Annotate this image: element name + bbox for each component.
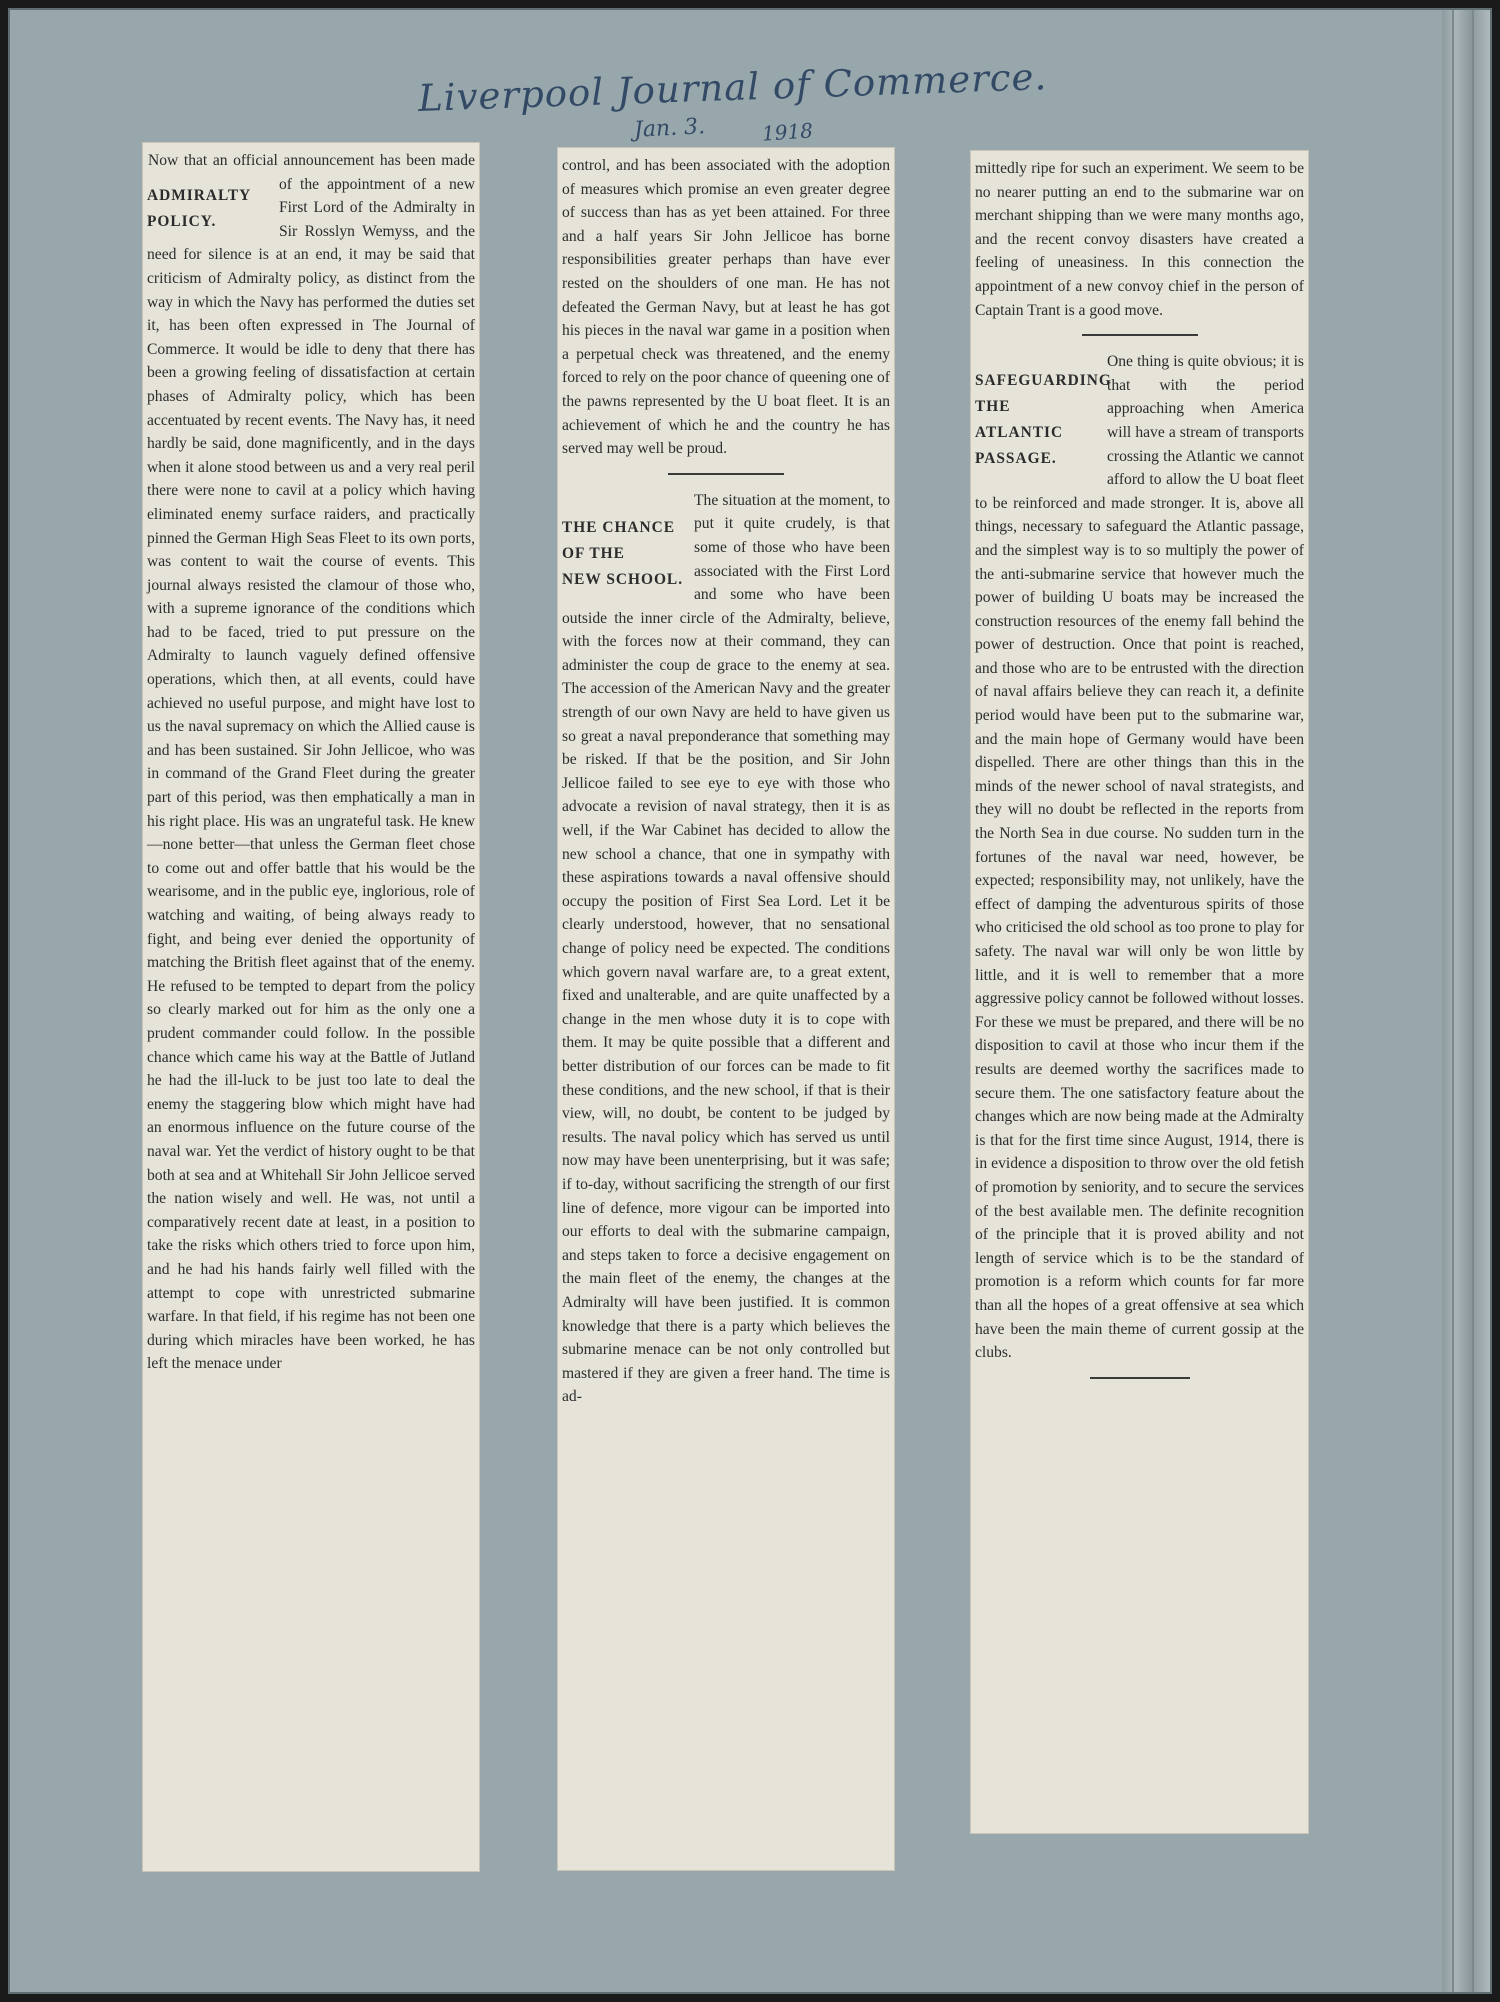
heading-chance-new-school xyxy=(562,515,688,593)
handwritten-year: 1918 xyxy=(761,118,814,146)
heading-line: THE CHANCE xyxy=(562,518,676,536)
heading-line: ADMIRALTY xyxy=(147,187,252,204)
section-divider xyxy=(668,473,784,475)
clipping-column-1 xyxy=(143,143,479,1871)
heading-safeguarding-atlantic xyxy=(975,368,1112,472)
heading-line: POLICY. xyxy=(147,213,217,230)
heading-line: SAFEGUARDING xyxy=(975,372,1112,390)
clipping-column-3 xyxy=(971,151,1308,1833)
article-text: The situation at the moment, to put it quite crudely, is that some of those who have been associated with the First Lord and some who have been outside the inner circle of the Admiralty, believe, with the forces now at their command, they can administer the coup de grace to the enemy at sea. The accession of the American Navy and the greater strength of our own Navy are held to have given us so great a naval preponderance that something may be risked. If that be the position, and Sir John Jellicoe failed to see eye to eye with those who advocate a revision of naval strategy, then it is as well, if the War Cabinet has decided to allow the new school a chance, that one in sympathy with these aspirations towards a naval offensive should occupy the position of First Sea Lord. Let it be clearly understood, however, that no sensational change of policy need be expected. The conditions which govern naval warfare are, to a great extent, fixed and unalterable, and are quite unaffected by a change in the men whose duty it is to cope with them. It may be quite possible that a different and better distribution of our forces can be made to fit these conditions, and the new school, if that is their view, will, no doubt, be content to be judged by results. The naval policy which has served us until now may have been unenterprising, but it was safe; if to-day, without sacrificing the strength of our first line of defence, more vigour can be imported into our efforts to deal with the submarine campaign, and steps taken to force a decisive engagement on the main fleet of the enemy, the changes at the Admiralty will have been justified. It is common knowledge that there is a party which believes the submarine menace can be not only controlled but mastered if they are given a freer hand. The time is ad- xyxy=(562,491,890,1406)
clipping-column-2 xyxy=(558,148,894,1870)
heading-admiralty-policy xyxy=(147,183,273,235)
end-rule xyxy=(1090,1377,1190,1379)
section-divider xyxy=(1082,334,1198,336)
article-text: control, and has been associated with the adoption of measures which promise an even greater degree of success than has as yet been attained. For three and a half years Sir John Jellicoe has borne responsibilities greater perhaps than have ever rested on the shoulders of one man. He has not defeated the German Navy, but at least he has got his pieces in the naval war game in a position when a perpetual check was threatened, and the enemy forced to rely on the poor chance of queening one of the pawns represented by the U boat fleet. It is an achievement of which he and the country he has served may well be proud. xyxy=(562,157,890,458)
handwritten-source-title: Liverpool Journal of Commerce. xyxy=(417,55,1048,120)
heading-line: OF THE xyxy=(562,544,625,562)
heading-line: NEW SCHOOL. xyxy=(562,570,684,588)
album-binding xyxy=(1442,10,1490,1992)
article-text: One thing is quite obvious; it is that with the period approaching when America will have a stream of transports crossing the Atlantic we cannot afford to allow the U boat fleet to be reinforced and made stronger. It is, above all things, necessary to safeguard the Atlantic passage, and the simplest way is to so multiply the power of the anti-submarine service that however much the power of building U boats may be increased the construction resources of the enemy fall behind the power of destruction. Once that point is reached, and those who are to be entrusted with the direction of naval affairs believe they can reach it, a definite period would have been put to the submarine war, and the main hope of Germany would have been dispelled. There are other things than this in the minds of the newer school of naval strategists, and they will no doubt be reflected in the reports from the North Sea in due course. No sudden turn in the fortunes of the naval war need, however, be expected; responsibility may, not unlikely, have the effect of damping the adventurous spirits of those who criticised the old school as too prone to play for safety. The naval war will only be won little by little, and it is well to remember that a more aggressive policy cannot be followed without losses. For these we must be prepared, and there will be no disposition to cavil at those who incur them if the results are deemed worthy the sacrifices made to secure them. The one satisfactory feature about the changes which are now being made at the Admiralty is that for the first time since August, 1914, there is in evidence a disposition to throw over the old fetish of promotion by seniority, and to secure the services of the best available men. The definite recognition of the principle that it is proved ability and not length of service which is to be the standard of promotion is a reform which counts for far more than all the hopes of a great offensive at sea which have been the main theme of current gossip at the clubs. xyxy=(975,353,1304,1362)
heading-line: PASSAGE. xyxy=(975,450,1057,468)
handwritten-date: Jan. 3. xyxy=(633,114,706,143)
article-text: mittedly ripe for such an experiment. We seem to be no nearer putting an end to the submarine war on merchant shipping than we were many months ago, and the recent convoy disasters have created a feeling of uneasiness. In this connection the appointment of a new convoy chief in the person of Captain Trant is a good move. xyxy=(975,160,1304,319)
article-text: Now that an official announcement has been made of the appointment of a new First Lord of the Admiralty in Sir Rosslyn Wemyss, and the need for silence is at an end, it may be said that criticism of Admiralty policy, as distinct from the way in which the Navy has performed the duties set it, has been often expressed in The Journal of Commerce. It would be idle to deny that there has been a growing feeling of dissatisfaction at certain phases of Admiralty policy, which has been accentuated by recent events. The Navy has, it need hardly be said, done magnificently, and in the days when it alone stood between us and a very real peril there were none to cavil at a policy which having eliminated enemy surface raiders, and practically pinned the German High Seas Fleet to its own ports, was content to wait the course of events. This journal always resisted the clamour of those who, with a supreme ignorance of the conditions which had to be faced, tried to put pressure on the Admiralty to launch vaguely defined offensive operations, which then, at all events, could have achieved no useful purpose, and might have lost to us the naval supremacy on which the Allied cause is and has been sustained. Sir John Jellicoe, who was in command of the Grand Fleet during the greater part of this period, was then emphatically a man in his right place. His was an ungrateful task. He knew—none better—that unless the German fleet chose to come out and offer battle that his would be the wearisome, and in the public eye, inglorious, role of watching and waiting, of being always ready to fight, and being ever denied the opportunity of matching the British fleet against that of the enemy. He refused to be tempted to depart from the policy so clearly marked out for him as the only one a prudent commander could follow. In the possible chance which came his way at the Battle of Jutland he had the ill-luck to be just too late to deal the enemy the staggering blow which might have had an enormous influence on the future course of the naval war. Yet the verdict of history ought to be that both at sea and at Whitehall Sir John Jellicoe served the nation wisely and well. He was, not until a comparatively recent date at least, in a position to take the risks which others tried to force upon him, and he had his hands fairly well filled with the attempt to cope with unrestricted submarine warfare. In that field, if his regime has not been one during which miracles have been worked, he has left the menace under xyxy=(147,152,475,1373)
heading-line: THE ATLANTIC xyxy=(975,398,1064,442)
